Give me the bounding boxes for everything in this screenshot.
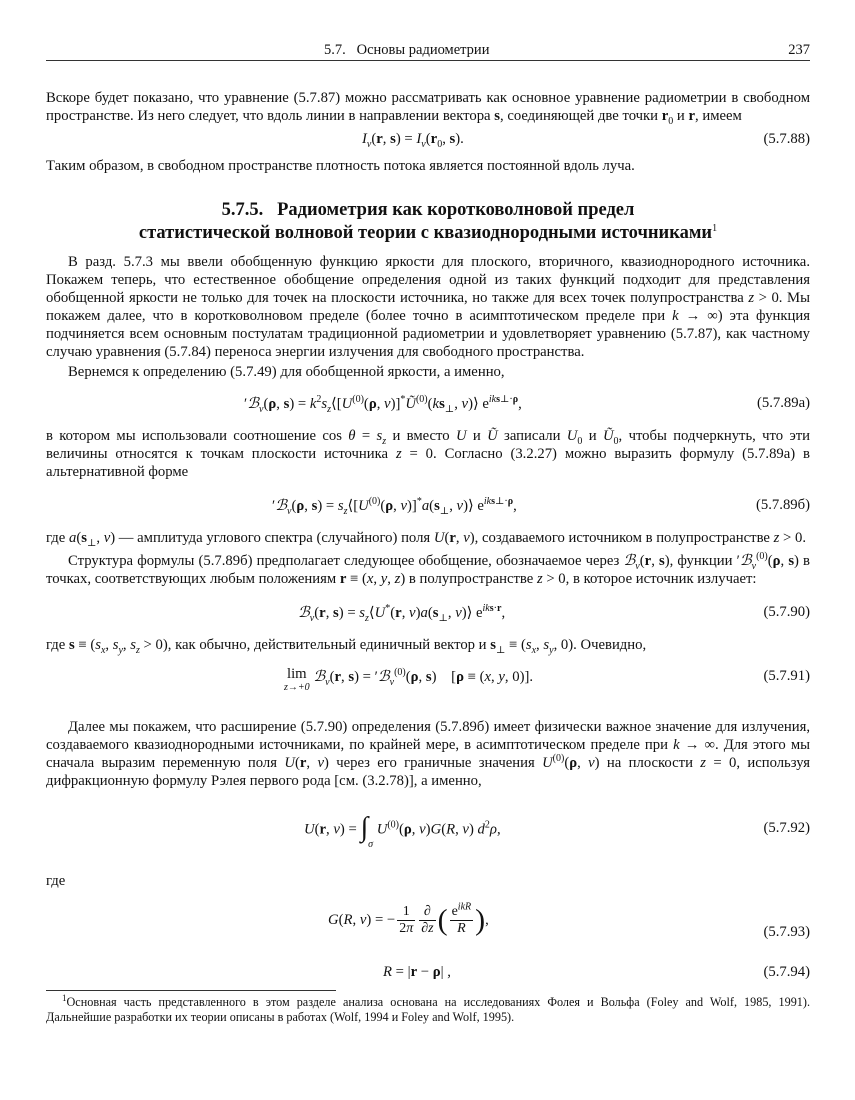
paragraph-8: где $s \equiv (s_x$, $s_y$, $s_z > 0$), как обычно, действительный единичный вектор и $s_\perp \equiv (s_x$, $s_y$, 0). Очевидно, xyxy=(46,637,647,656)
equation-number: (5.7.91) xyxy=(763,668,810,684)
footnote: $^1$Основная часть представленного в этом разделе анализа основана на исследованиях Фолея и Вольфа (Foley and Wolf, 1985, 1991). Дальнейшие разработки их теории описаны в работах (Wolf, 1994 и Foley and Wolf, 1995). xyxy=(46,992,810,1024)
running-header xyxy=(46,38,810,61)
paragraph-9: Далее мы покажем, что расширение (5.7.90) определения (5.7.89б) имеет физически важное значение для излучения, создаваемого квазиоднородными источниками, по крайней мере, в асимптотическом пределе при k → ∞. Для этого мы сначала выразим переменную поля U(r, ν) через его граничные значения $U^{(0)}(\rho$, ν) на плоскости z = 0, используя дифракционную формулу Рэлея первого рода [см. (3.2.78)], а именно, xyxy=(46,719,811,789)
equation-5-7-94: R = |r − ρ| , (5.7.94) xyxy=(383,964,810,980)
equation-5-7-92: U(r, $\nu) = \int_\sigma$ $U^{(0)}(\rho$, ν)G(R, ν) $d^2\rho$, (5.7.92) xyxy=(304,812,810,851)
equation-number: (5.7.93) xyxy=(763,924,810,940)
equation-number: (5.7.89б) xyxy=(756,497,810,513)
equation-5-7-89b: ′ℬ$_\nu$(ρ, $s) = s_z⟨[U^{(0)}(\rho$, $\nu)]^*a(s_\perp$, ν)⟩ $e^{iks\perp\cdot\rho}$, (5.7.89б) xyxy=(272,496,810,517)
paragraph-1: Вскоре будет показано, что уравнение (5.7.87) можно рассматривать как основное уравнение радиометрии в свободном пространстве. Из него следует, что вдоль линии в направлении вектора s, соединяющей две точки $r_0$ и r, имеем xyxy=(46,90,810,127)
paragraph-10: где xyxy=(46,873,66,889)
page xyxy=(46,38,810,1078)
equation-5-7-90: ℬ$_\nu$(r, $s) = s_z⟨U^*(r$, $\nu)a(s_\perp$, ν)⟩ $e^{iks\cdot r}$, (5.7.90) xyxy=(298,603,810,624)
paragraph-5: в котором мы использовали соотношение $\cos \theta = s_z$ и вместо U и Ũ записали $U_0$ и $Ũ_0$, чтобы подчеркнуть, что эти величины относятся к точкам плоскости источника z = 0. Согласно (3.2.27) можно выразить формулу (5.7.89а) в альтернативной форме xyxy=(46,428,811,480)
running-title: 5.7. Основы радиометрии xyxy=(324,42,490,58)
page-number: 237 xyxy=(788,42,810,58)
paragraph-2: Таким образом, в свободном пространстве плотность потока является постоянной вдоль луча. xyxy=(46,158,635,174)
paragraph-6: где $a(s_\perp$, ν) — амплитуда углового спектра (случайного) поля U(r, ν), создаваемого источником в полупространстве z > 0. xyxy=(46,530,806,549)
equation-5-7-91: lim z→+0 ℬ$_\nu$(r, s) = ′ℬ$_\nu^{(0)}$(ρ, s) [ρ ≡ (x, y, 0)]. (5.7.91) xyxy=(284,666,810,693)
section-heading xyxy=(46,199,810,245)
section-title-line-2: статистической волновой теории с квазиоднородными источниками$^1$ xyxy=(138,222,718,243)
paragraph-7: Структура формулы (5.7.89б) предполагает следующее обобщение, обозначаемое через ℬ$_\nu$(r, s), функции ′ℬ$_\nu^{(0)}$(ρ, s) в точках, соответствующих любым положениям r ≡ (x, y, z) в полупространстве z > 0, в которое источник излучает: xyxy=(46,551,810,587)
paragraph-4: Вернемся к определению (5.7.49) для обобщенной яркости, а именно, xyxy=(68,364,505,380)
equation-number: (5.7.92) xyxy=(763,820,810,836)
paragraph-3: В разд. 5.7.3 мы ввели обобщенную функцию яркости для плоского, вторичного, квазиоднородного источника. Покажем теперь, что естественное обобщение определения одной из таких функций подходит для представления обобщенной яркости не только для точек на плоскости источника, но также для всех точек полупространства z > 0. Мы покажем далее, что в коротковолновом пределе (более точно в асимптотическом пределе при k → ∞) эта функция подчиняется всем основным постулатам традиционной радиометрии и удовлетворяет уравнению (5.7.87), как частному случаю уравнения (5.7.84) переноса энергии излучения для свободного пространства. xyxy=(46,254,811,360)
footnote-rule xyxy=(46,990,336,991)
equation-number: (5.7.88) xyxy=(763,131,810,147)
equation-5-7-88: $I_\nu(r$, $s) = I_\nu(r_0$, s). (5.7.88) xyxy=(362,131,810,150)
equation-number: (5.7.89а) xyxy=(756,395,810,411)
equation-number: (5.7.90) xyxy=(763,604,810,620)
equation-5-7-89a: ′ℬ$_\nu$(ρ, $s) = k^2s_z⟨[U^{(0)}(\rho$, $\nu)]^*Ũ^{(0)}(ks_\perp$, ν)⟩ $e^{iks\perp\cdot\rho}$, (5.7.89а) xyxy=(244,394,810,415)
equation-5-7-93: G(R, ν) = − $\frac{1}{2\pi}$ $\frac{\partial}{\partial z}$ ( $\frac{e^{ikR}}{R}$ ), (5.7.93) xyxy=(328,901,810,940)
section-title-line-1: 5.7.5. Радиометрия как коротковолновой предел xyxy=(221,200,635,220)
equation-number: (5.7.94) xyxy=(763,964,810,980)
